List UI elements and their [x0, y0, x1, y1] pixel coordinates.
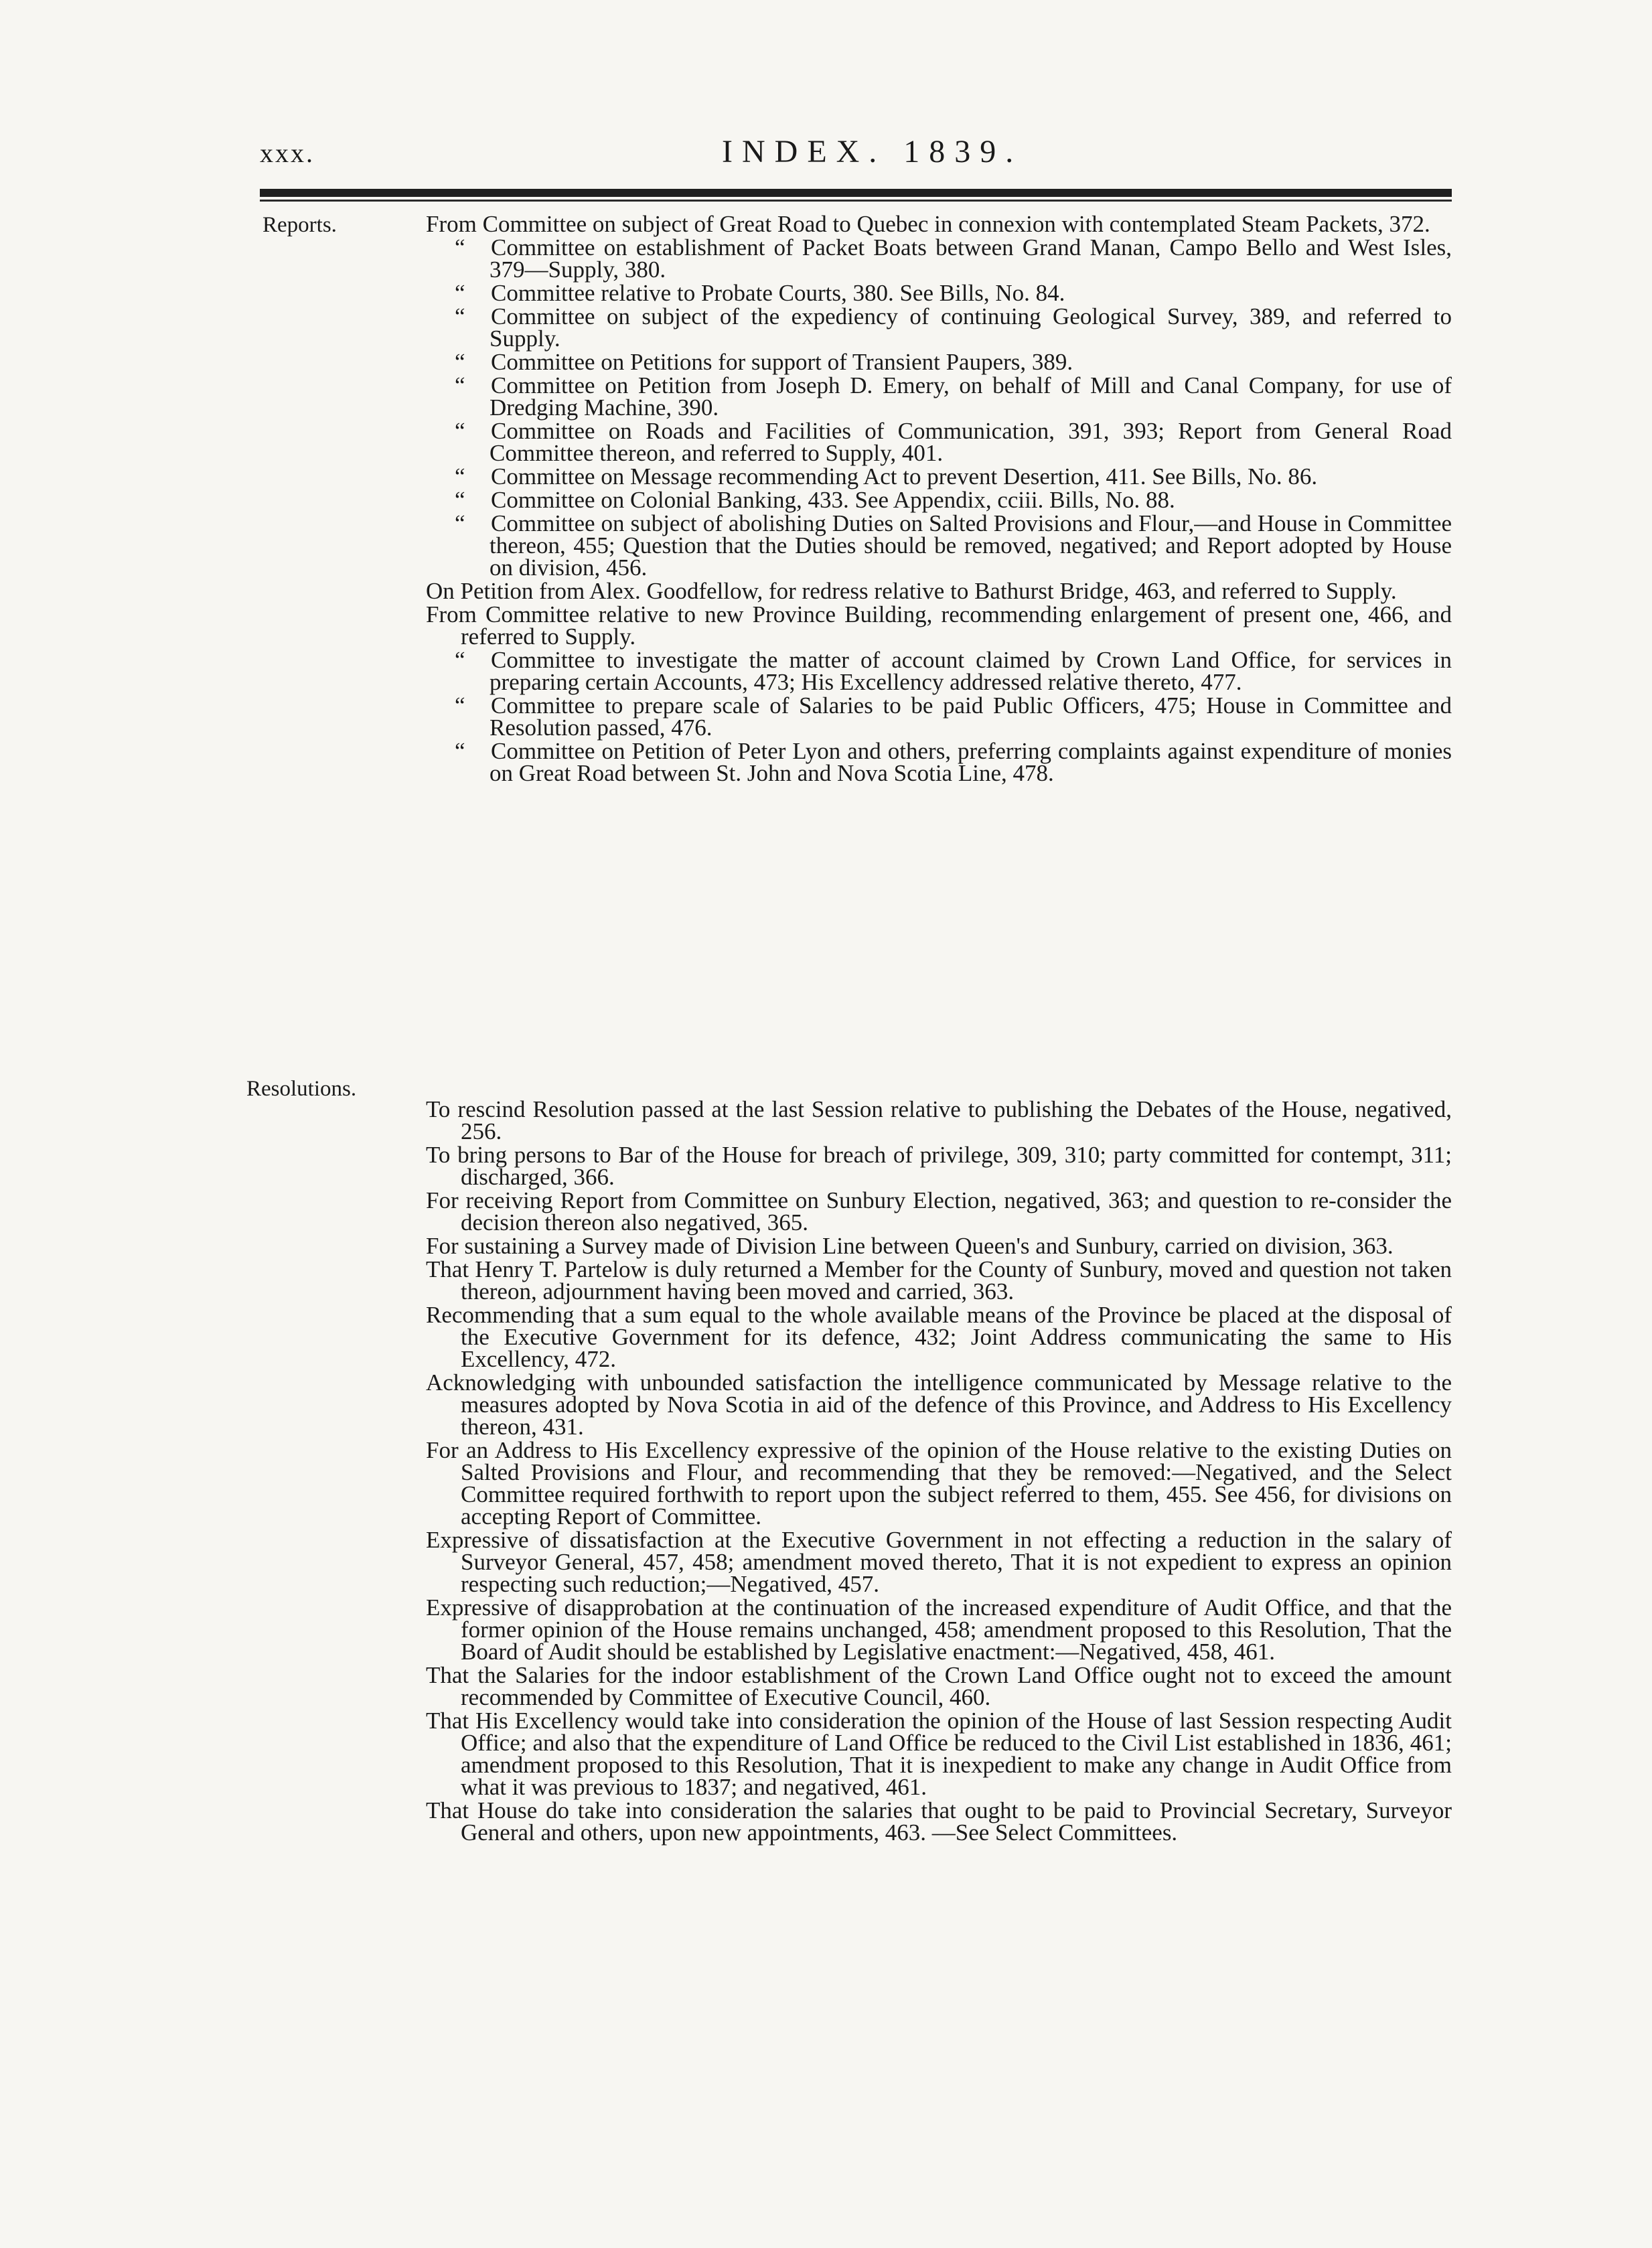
resolutions-entry: [426, 1799, 1452, 1844]
reports-entry-text: Committee on Message recommending Act to prevent Desertion, 411. See Bills, No. 86.: [491, 463, 1318, 490]
ditto-mark: “: [455, 372, 465, 398]
reports-entry-text: Committee to investigate the matter of account claimed by Crown Land Office, for services in preparing certain Accounts, 473; His Excellency addressed relative thereto, 477.: [490, 647, 1452, 695]
resolutions-entry: [426, 1710, 1452, 1798]
ditto-mark: “: [455, 738, 465, 764]
reports-entry: [455, 649, 1452, 693]
reports-section-label: Reports.: [262, 213, 337, 237]
resolutions-entry: [426, 1189, 1452, 1233]
ditto-mark: “: [455, 487, 465, 513]
reports-entry-text: Committee to prepare scale of Salaries to be paid Public Officers, 475; House in Committee and Resolution passed, 476.: [490, 692, 1452, 741]
resolutions-entry-text: That His Excellency would take into consideration the opinion of the House of last Session respecting Audit Office; and also that the expenditure of Land Office be reduced to the Civil List established in 1836, 461; amendment proposed to this Resolution, That it is inexpedient to make any change in Audit Office from what it was previous to 1837; and negatived, 461.: [426, 1708, 1452, 1800]
resolutions-entry: [426, 1529, 1452, 1595]
resolutions-entry-text: Recommending that a sum equal to the whole available means of the Province be placed at the disposal of the Executive Government for its defence, 432; Joint Address communicating the same to His Excellency, 472.: [426, 1302, 1452, 1372]
resolutions-entry-text: That the Salaries for the indoor establishment of the Crown Land Office ought not to exceed the amount recommended by Committee of Executive Council, 460.: [426, 1662, 1452, 1710]
resolutions-entry-text: To bring persons to Bar of the House for breach of privilege, 309, 310; party committed for contempt, 311; discharged, 366.: [426, 1142, 1452, 1190]
ditto-mark: “: [455, 234, 465, 260]
resolutions-entry-text: Acknowledging with unbounded satisfaction the intelligence communicated by Message relative to the measures adopted by Nova Scotia in aid of the defence of this Province, and Address to His Excellency thereon, 431.: [426, 1369, 1452, 1440]
page-title: INDEX. 1839.: [722, 134, 1023, 169]
resolutions-entry-text: For receiving Report from Committee on Sunbury Election, negatived, 363; and question to re-consider the decision thereon also negatived, 365.: [426, 1187, 1452, 1235]
resolutions-entry-text: For sustaining a Survey made of Division Line between Queen's and Sunbury, carried on division, 363.: [426, 1233, 1394, 1259]
resolutions-entries: [426, 1098, 1452, 1845]
page-header: [260, 134, 1452, 177]
ditto-mark: “: [455, 303, 465, 329]
resolutions-entry: [426, 1371, 1452, 1438]
reports-entry: [455, 694, 1452, 739]
resolutions-entry: [426, 1098, 1452, 1142]
reports-entry-text: Committee on Colonial Banking, 433. See Appendix, cciii. Bills, No. 88.: [491, 487, 1175, 513]
reports-entry: [455, 236, 1452, 281]
reports-entry-text: On Petition from Alex. Goodfellow, for redress relative to Bathurst Bridge, 463, and referred to Supply.: [426, 578, 1397, 604]
resolutions-section-label: Resolutions.: [246, 1077, 357, 1101]
reports-entry-text: Committee relative to Probate Courts, 380. See Bills, No. 84.: [491, 280, 1065, 306]
resolutions-entry-text: For an Address to His Excellency expressive of the opinion of the House relative to the existing Duties on Salted Provisions and Flour, and recommending that they be removed:—Negatived, and the Select Committee required forthwith to report upon the subject referred to them, 455. See 456, for divisions on accepting Report of Committee.: [426, 1437, 1452, 1529]
reports-entry-text: Committee on Petition from Joseph D. Emery, on behalf of Mill and Canal Company, for use of Dredging Machine, 390.: [490, 372, 1452, 421]
header-rule: [260, 189, 1452, 197]
reports-entries: [426, 213, 1452, 785]
ditto-mark: “: [455, 349, 465, 375]
reports-entry: [455, 351, 1452, 373]
reports-entry: [455, 374, 1452, 419]
ditto-mark: “: [455, 280, 465, 306]
ditto-mark: “: [455, 647, 465, 673]
page-number: xxx.: [260, 138, 315, 168]
resolutions-entry-text: That Henry T. Partelow is duly returned a Member for the County of Sunbury, moved and question not taken thereon, adjournment having been moved and carried, 363.: [426, 1256, 1452, 1304]
resolutions-entry: [426, 1664, 1452, 1708]
ditto-mark: “: [455, 418, 465, 444]
reports-entry: [455, 420, 1452, 464]
reports-entry-text: Committee on subject of abolishing Duties on Salted Provisions and Flour,—and House in Committee thereon, 455; Question that the Duties should be removed, negatived; and Report adopted by House on division, 456.: [490, 510, 1452, 581]
reports-entry-text: Committee on Petition of Peter Lyon and others, preferring complaints against expenditure of monies on Great Road between St. John and Nova Scotia Line, 478.: [490, 738, 1452, 786]
reports-entry: [455, 305, 1452, 350]
ditto-mark: “: [455, 692, 465, 719]
resolutions-entry: [426, 1258, 1452, 1302]
reports-entry: [426, 603, 1452, 648]
resolutions-entry-text: Expressive of disapprobation at the continuation of the increased expenditure of Audit Office, and that the former opinion of the House remains unchanged, 458; amendment proposed to this Resolution, That the Board of Audit should be established by Legislative enactment:—Negatived, 458, 461.: [426, 1594, 1452, 1665]
reports-entry-text: From Committee relative to new Province Building, recommending enlargement of present one, 466, and referred to Supply.: [426, 601, 1452, 650]
reports-entry: [426, 580, 1452, 602]
reports-entry: [455, 740, 1452, 784]
reports-entry: [426, 213, 1452, 235]
reports-entry-text: Committee on establishment of Packet Boats between Grand Manan, Campo Bello and West Isles, 379—Supply, 380.: [490, 234, 1452, 283]
resolutions-entry: [426, 1596, 1452, 1663]
reports-entry-text: Committee on subject of the expediency of continuing Geological Survey, 389, and referred to Supply.: [490, 303, 1452, 352]
reports-entry-text: Committee on Roads and Facilities of Communication, 391, 393; Report from General Road Committee thereon, and referred to Supply, 401.: [490, 418, 1452, 466]
resolutions-entry-text: To rescind Resolution passed at the last Session relative to publishing the Debates of the House, negatived, 256.: [426, 1096, 1452, 1144]
ditto-mark: “: [455, 463, 465, 490]
reports-entry: [455, 512, 1452, 579]
reports-entry-text: From Committee on subject of Great Road to Quebec in connexion with contemplated Steam Packets, 372.: [426, 211, 1430, 237]
resolutions-entry-text: That House do take into consideration the salaries that ought to be paid to Provincial Secretary, Surveyor General and others, upon new appointments, 463. —See Select Committees.: [426, 1797, 1452, 1846]
ditto-mark: “: [455, 510, 465, 536]
resolutions-entry: [426, 1235, 1452, 1257]
reports-entry-text: Committee on Petitions for support of Transient Paupers, 389.: [491, 349, 1073, 375]
resolutions-entry: [426, 1144, 1452, 1188]
resolutions-entry: [426, 1304, 1452, 1370]
reports-entry: [455, 465, 1452, 488]
header-rule-thin: [260, 200, 1452, 202]
reports-entry: [455, 282, 1452, 304]
resolutions-entry: [426, 1439, 1452, 1527]
reports-entry: [455, 489, 1452, 511]
resolutions-entry-text: Expressive of dissatisfaction at the Executive Government in not effecting a reduction in the salary of Surveyor General, 457, 458; amendment moved thereto, That it is not expedient to express an opinion respecting such reduction;—Negatived, 457.: [426, 1527, 1452, 1597]
